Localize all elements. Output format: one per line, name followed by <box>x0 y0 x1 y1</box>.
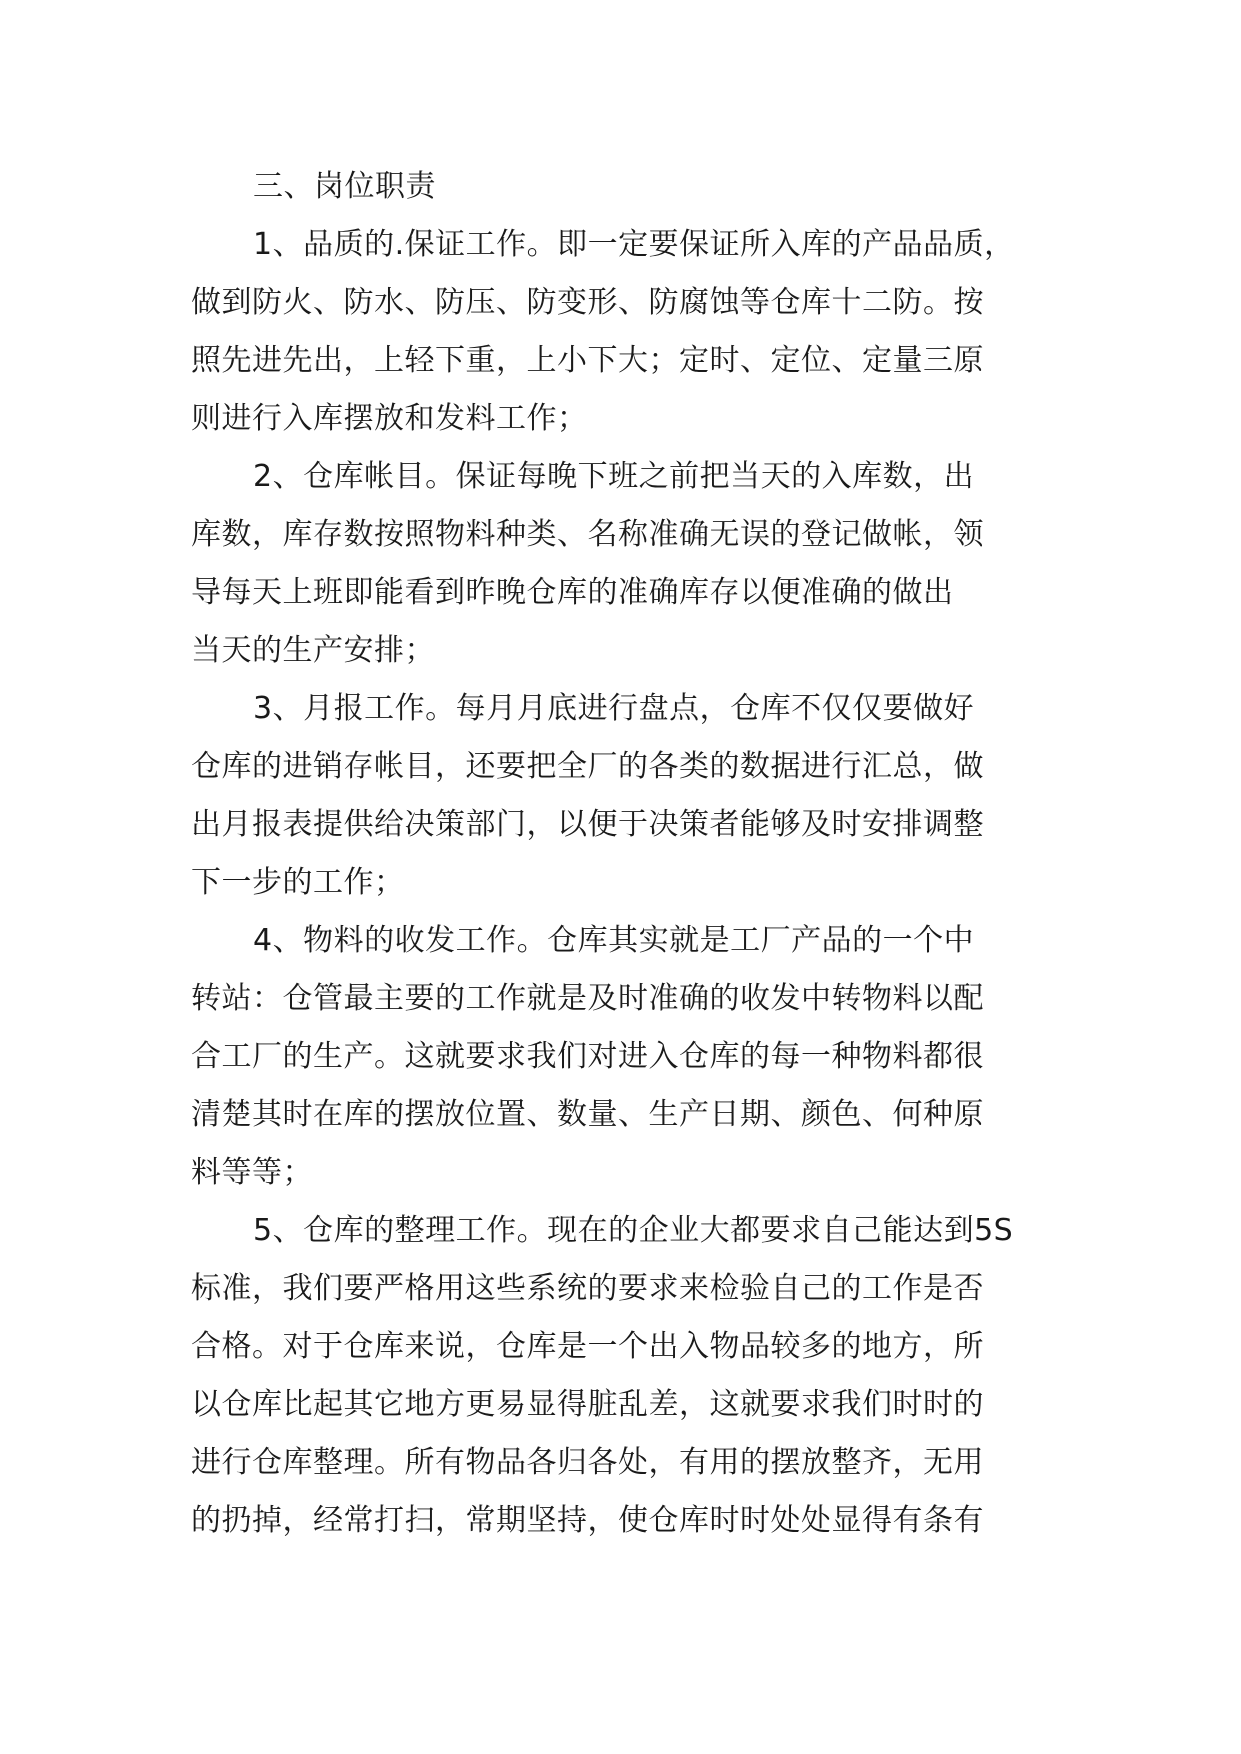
paragraph-1-line-1: 1、品质的.保证工作。即一定要保证所入库的产品品质， <box>253 227 1015 262</box>
paragraph-3-line-3: 出月报表提供给决策部门，以便于决策者能够及时安排调整 <box>191 807 984 842</box>
paragraph-3-line-1: 3、月报工作。每月月底进行盘点，仓库不仅仅要做好 <box>253 691 975 726</box>
paragraph-2-line-1: 2、仓库帐目。保证每晚下班之前把当天的入库数，出 <box>253 459 975 494</box>
paragraph-5-line-5: 进行仓库整理。所有物品各归各处，有用的摆放整齐，无用 <box>191 1445 984 1480</box>
paragraph-5-line-3: 合格。对于仓库来说，仓库是一个出入物品较多的地方，所 <box>191 1329 984 1364</box>
paragraph-2-line-4: 当天的生产安排； <box>191 633 435 668</box>
paragraph-5-line-1: 5、仓库的整理工作。现在的企业大都要求自己能达到5S <box>253 1213 1014 1248</box>
paragraph-4-line-4: 清楚其时在库的摆放位置、数量、生产日期、颜色、何种原 <box>191 1097 984 1132</box>
paragraph-4-line-1: 4、物料的收发工作。仓库其实就是工厂产品的一个中 <box>253 923 975 958</box>
document-page <box>191 158 1051 1550</box>
paragraph-1-line-4: 则进行入库摆放和发料工作； <box>191 401 588 436</box>
paragraph-1-line-2: 做到防火、防水、防压、防变形、防腐蚀等仓库十二防。按 <box>191 285 984 320</box>
paragraph-4-line-2: 转站：仓管最主要的工作就是及时准确的收发中转物料以配 <box>191 981 984 1016</box>
paragraph-3-line-2: 仓库的进销存帐目，还要把全厂的各类的数据进行汇总，做 <box>191 749 984 784</box>
paragraph-4-line-5: 料等等； <box>191 1155 313 1190</box>
section-heading: 三、岗位职责 <box>253 169 436 204</box>
paragraph-1-line-3: 照先进先出，上轻下重，上小下大；定时、定位、定量三原 <box>191 343 984 378</box>
paragraph-2-line-2: 库数，库存数按照物料种类、名称准确无误的登记做帐，领 <box>191 517 984 552</box>
paragraph-4-line-3: 合工厂的生产。这就要求我们对进入仓库的每一种物料都很 <box>191 1039 984 1074</box>
paragraph-3-line-4: 下一步的工作； <box>191 865 405 900</box>
paragraph-5-line-6: 的扔掉，经常打扫，常期坚持，使仓库时时处处显得有条有 <box>191 1503 984 1538</box>
paragraph-5-line-2: 标准，我们要严格用这些系统的要求来检验自己的工作是否 <box>191 1271 984 1306</box>
paragraph-2-line-3: 导每天上班即能看到昨晚仓库的准确库存以便准确的做出 <box>191 575 954 610</box>
paragraph-5-line-4: 以仓库比起其它地方更易显得脏乱差，这就要求我们时时的 <box>191 1387 984 1422</box>
